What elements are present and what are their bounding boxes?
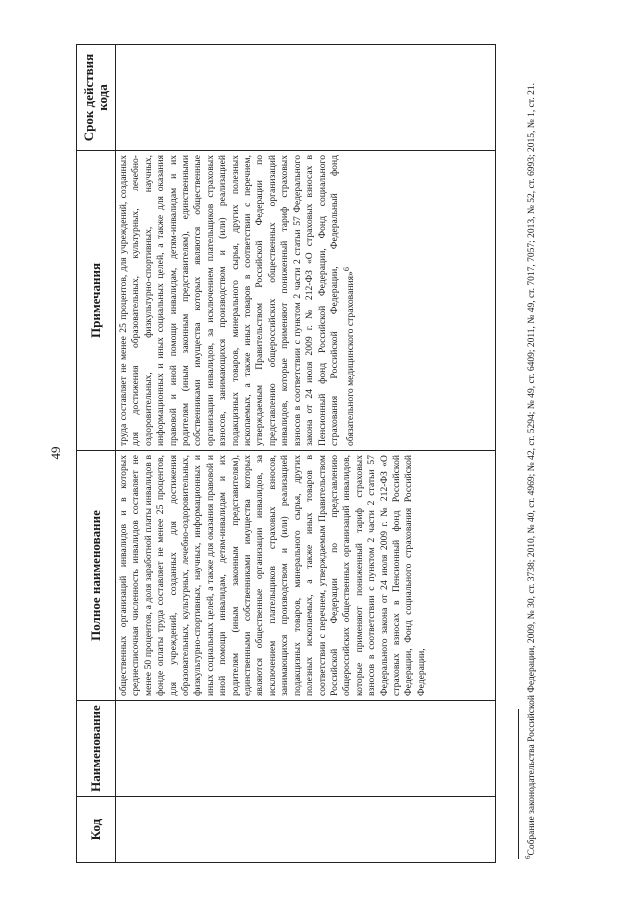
footnote-divider (518, 709, 519, 859)
footnote-ref: 6 (342, 266, 352, 271)
header-validity: Срок действия кода (77, 44, 116, 150)
footnote (522, 59, 538, 859)
header-notes: Примечания (77, 150, 116, 450)
footnote-text: Собрание законодательства Российской Федерации, 2009, № 30, ст. 3738; 2010, № 40, ст. 4969; № 42, ст. 5294; № 49, ст. 6409; 2011, № 49, ст. 7017, 7057; 2013, № 52, ст. 6993; 2015, № 1, ст. 21. (527, 82, 538, 855)
header-code: Код (77, 796, 116, 862)
rotated-page (40, 29, 600, 877)
page-number: 49 (48, 446, 63, 459)
table-row (116, 44, 496, 862)
codes-table (76, 44, 496, 863)
header-name: Наименование (77, 700, 116, 796)
notes-text: труда составляет не менее 25 процентов, для учреждений, созданных для достижения образовательных, культурных, лечебно-оздоровительных, физкультурно-спортивных, научных, информационных и иных социальных целей, а также для оказания правовой и иной помощи инвалидам, детям-инвалидам и их родителям (иным законным представителям), единственными собственниками имущества которых являются общественные организации инвалидов, за исключением плательщиков страховых взносов, занимающихся производством и (или) реализацией подакцизных товаров, минерального сырья, других полезных ископаемых, а также иных товаров в соответствии с перечнем, утверждаемым Правительством Российской Федерации по представлению общероссийских общественных организаций инвалидов, которые применяют пониженный тариф страховых взносов в соответствии с пунктом 2 части 2 статьи 57 Федерального закона от 24 июля 2009 г. № 212-ФЗ «О страховых взносах в Пенсионный фонд Российской Федерации, Фонд социального страхования Российской Федерации, Федеральный фонд обязательного медицинского страхования» (118, 154, 357, 446)
cell-notes (116, 150, 496, 450)
header-full-name: Полное наименование (77, 450, 116, 700)
cell-code (116, 796, 496, 862)
cell-name (116, 700, 496, 796)
footnote-mark: 6 (524, 855, 532, 859)
cell-validity (116, 44, 496, 150)
cell-full-name: общественных организаций инвалидов и в которых среднесписочная численность инвалидов составляет не менее 50 процентов, а доля заработной платы инвалидов в фонде оплаты труда составляет не менее 25 процентов, для учреждений, созданных для достижения образовательных, культурных, лечебно-оздоровительных, физкультурно-спортивных, научных, информационных и иных социальных целей, а также для оказания правовой и иной помощи инвалидам, детям-инвалидам и их родителям (иным законным представителям), единственными собственниками имущества которых являются общественные организации инвалидов, за исключением плательщиков страховых взносов, занимающихся производством и (или) реализацией подакцизных товаров, минерального сырья, других полезных ископаемых, а также иных товаров в соответствии с перечнем, утверждаемым Правительством Российской Федерации по представлению общероссийских общественных организаций инвалидов, которые применяют пониженный тариф страховых взносов в соответствии с пунктом 2 части 2 статьи 57 Федерального закона от 24 июля 2009 г. № 212-ФЗ «О страховых взносах в Пенсионный фонд Российской Федерации, Фонд социального страхования Российской Федерации, (116, 450, 496, 700)
table-header-row (77, 44, 116, 862)
